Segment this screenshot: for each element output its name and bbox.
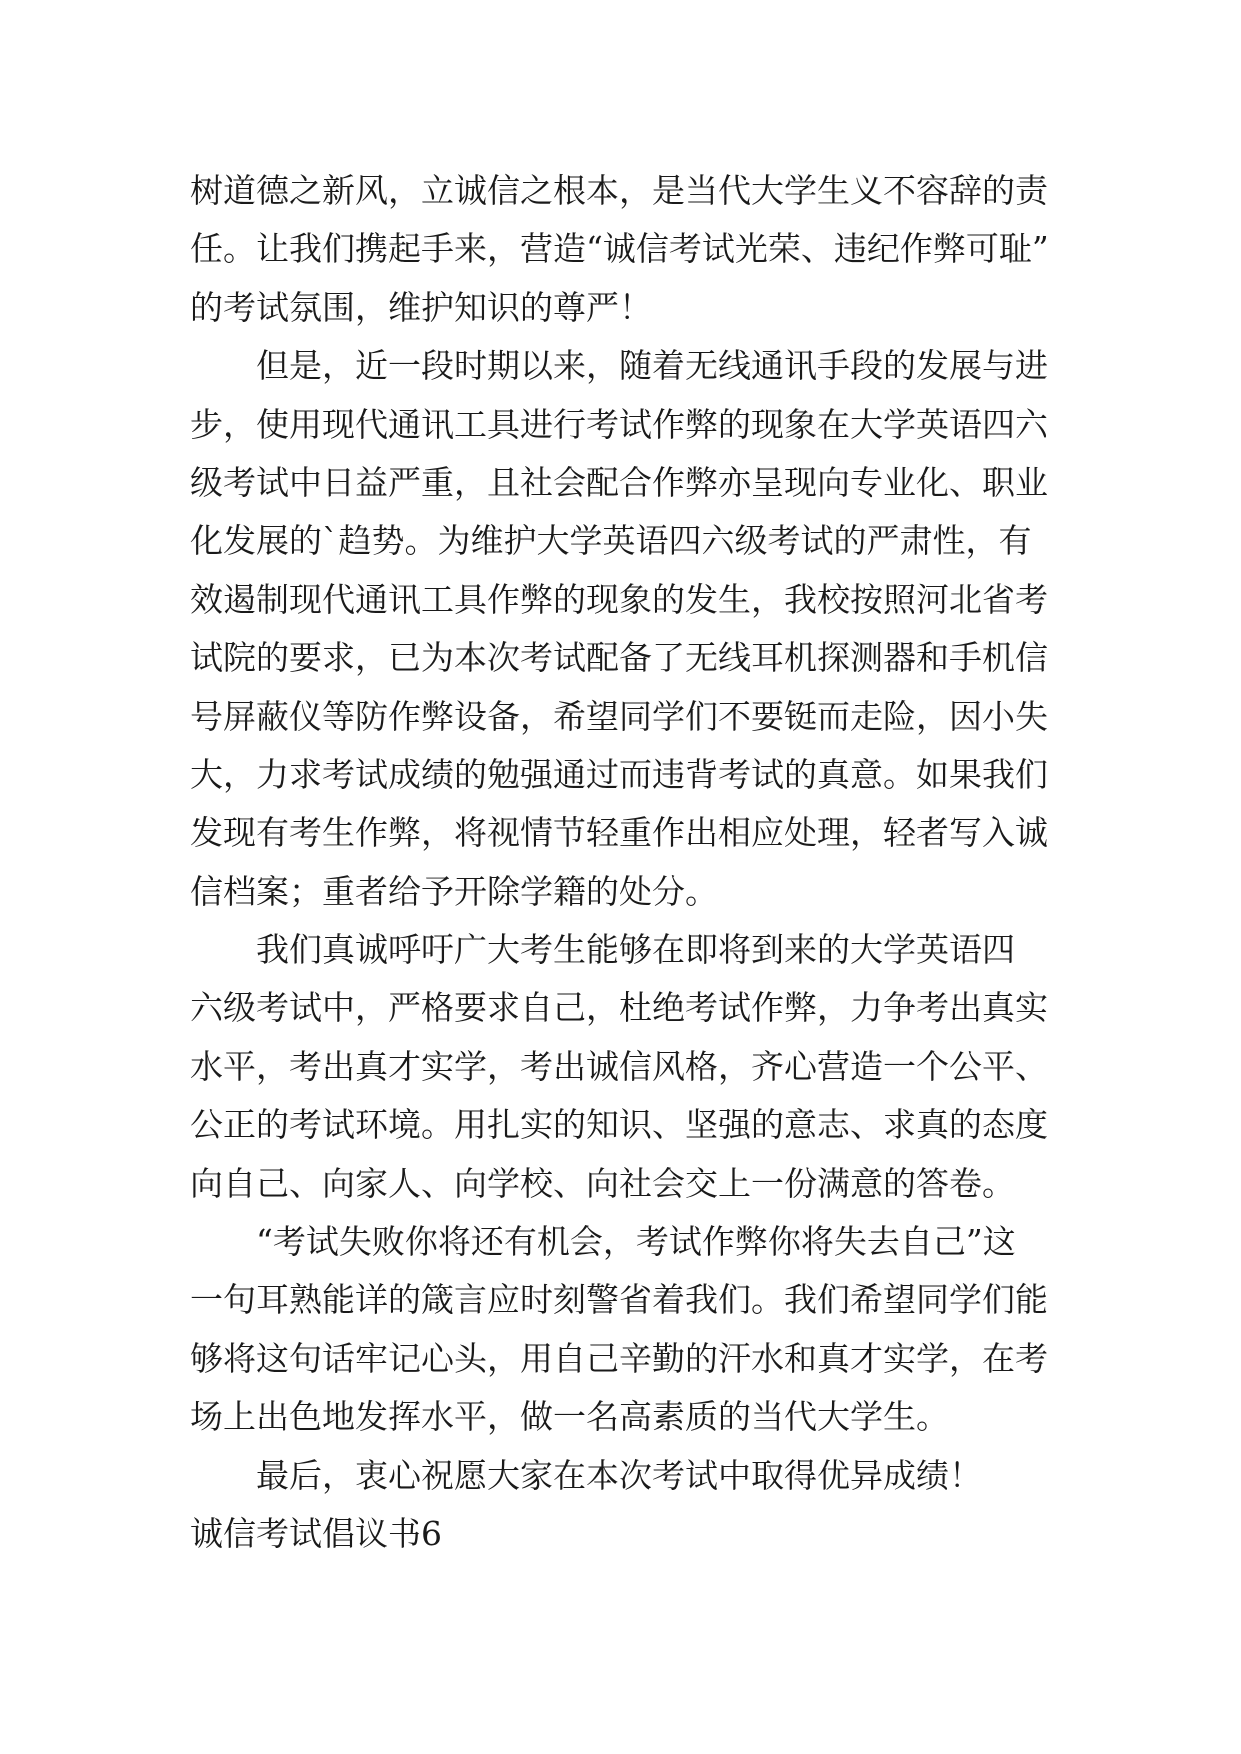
text-line: 公正的考试环境。用扎实的知识、坚强的意志、求真的态度: [190, 1105, 1048, 1145]
section-heading: 诚信考试倡议书6: [190, 1513, 442, 1553]
paragraph-first-line: 最后，衷心祝愿大家在本次考试中取得优异成绩！: [256, 1455, 982, 1495]
text-line: 级考试中日益严重，且社会配合作弊亦呈现向专业化、职业: [190, 462, 1048, 502]
text-line: 一句耳熟能详的箴言应时刻警省着我们。我们希望同学们能: [190, 1280, 1048, 1320]
text-line: 号屏蔽仪等防作弊设备，希望同学们不要铤而走险，因小失: [190, 696, 1048, 736]
text-line: 发现有考生作弊，将视情节轻重作出相应处理，轻者写入诚: [190, 813, 1048, 853]
text-line: 任。让我们携起手来，营造“诚信考试光荣、违纪作弊可耻”: [190, 229, 1049, 269]
text-line: 的考试氛围，维护知识的尊严！: [190, 287, 652, 327]
paragraph-first-line: “考试失败你将还有机会，考试作弊你将失去自己”这: [256, 1222, 1016, 1262]
text-line: 大，力求考试成绩的勉强通过而违背考试的真意。如果我们: [190, 754, 1048, 794]
text-line: 步，使用现代通讯工具进行考试作弊的现象在大学英语四六: [190, 404, 1048, 444]
paragraph-first-line: 我们真诚呼吁广大考生能够在即将到来的大学英语四: [256, 930, 1015, 970]
text-line: 够将这句话牢记心头，用自己辛勤的汗水和真才实学，在考: [190, 1338, 1048, 1378]
text-line: 向自己、向家人、向学校、向社会交上一份满意的答卷。: [190, 1163, 1015, 1203]
text-line: 信档案；重者给予开除学籍的处分。: [190, 871, 718, 911]
text-line: 水平，考出真才实学，考出诚信风格，齐心营造一个公平、: [190, 1046, 1048, 1086]
text-line: 化发展的`趋势。为维护大学英语四六级考试的严肃性，有: [190, 521, 1032, 561]
text-line: 六级考试中，严格要求自己，杜绝考试作弊，力争考出真实: [190, 988, 1048, 1028]
paragraph-first-line: 但是，近一段时期以来，随着无线通讯手段的发展与进: [256, 346, 1048, 386]
text-line: 效遏制现代通讯工具作弊的现象的发生，我校按照河北省考: [190, 579, 1048, 619]
text-line: 场上出色地发挥水平，做一名高素质的当代大学生。: [190, 1397, 949, 1437]
text-line: 试院的要求，已为本次考试配备了无线耳机探测器和手机信: [190, 638, 1048, 678]
text-line: 树道德之新风，立诚信之根本，是当代大学生义不容辞的责: [190, 171, 1048, 210]
document-body: [190, 162, 1070, 1563]
